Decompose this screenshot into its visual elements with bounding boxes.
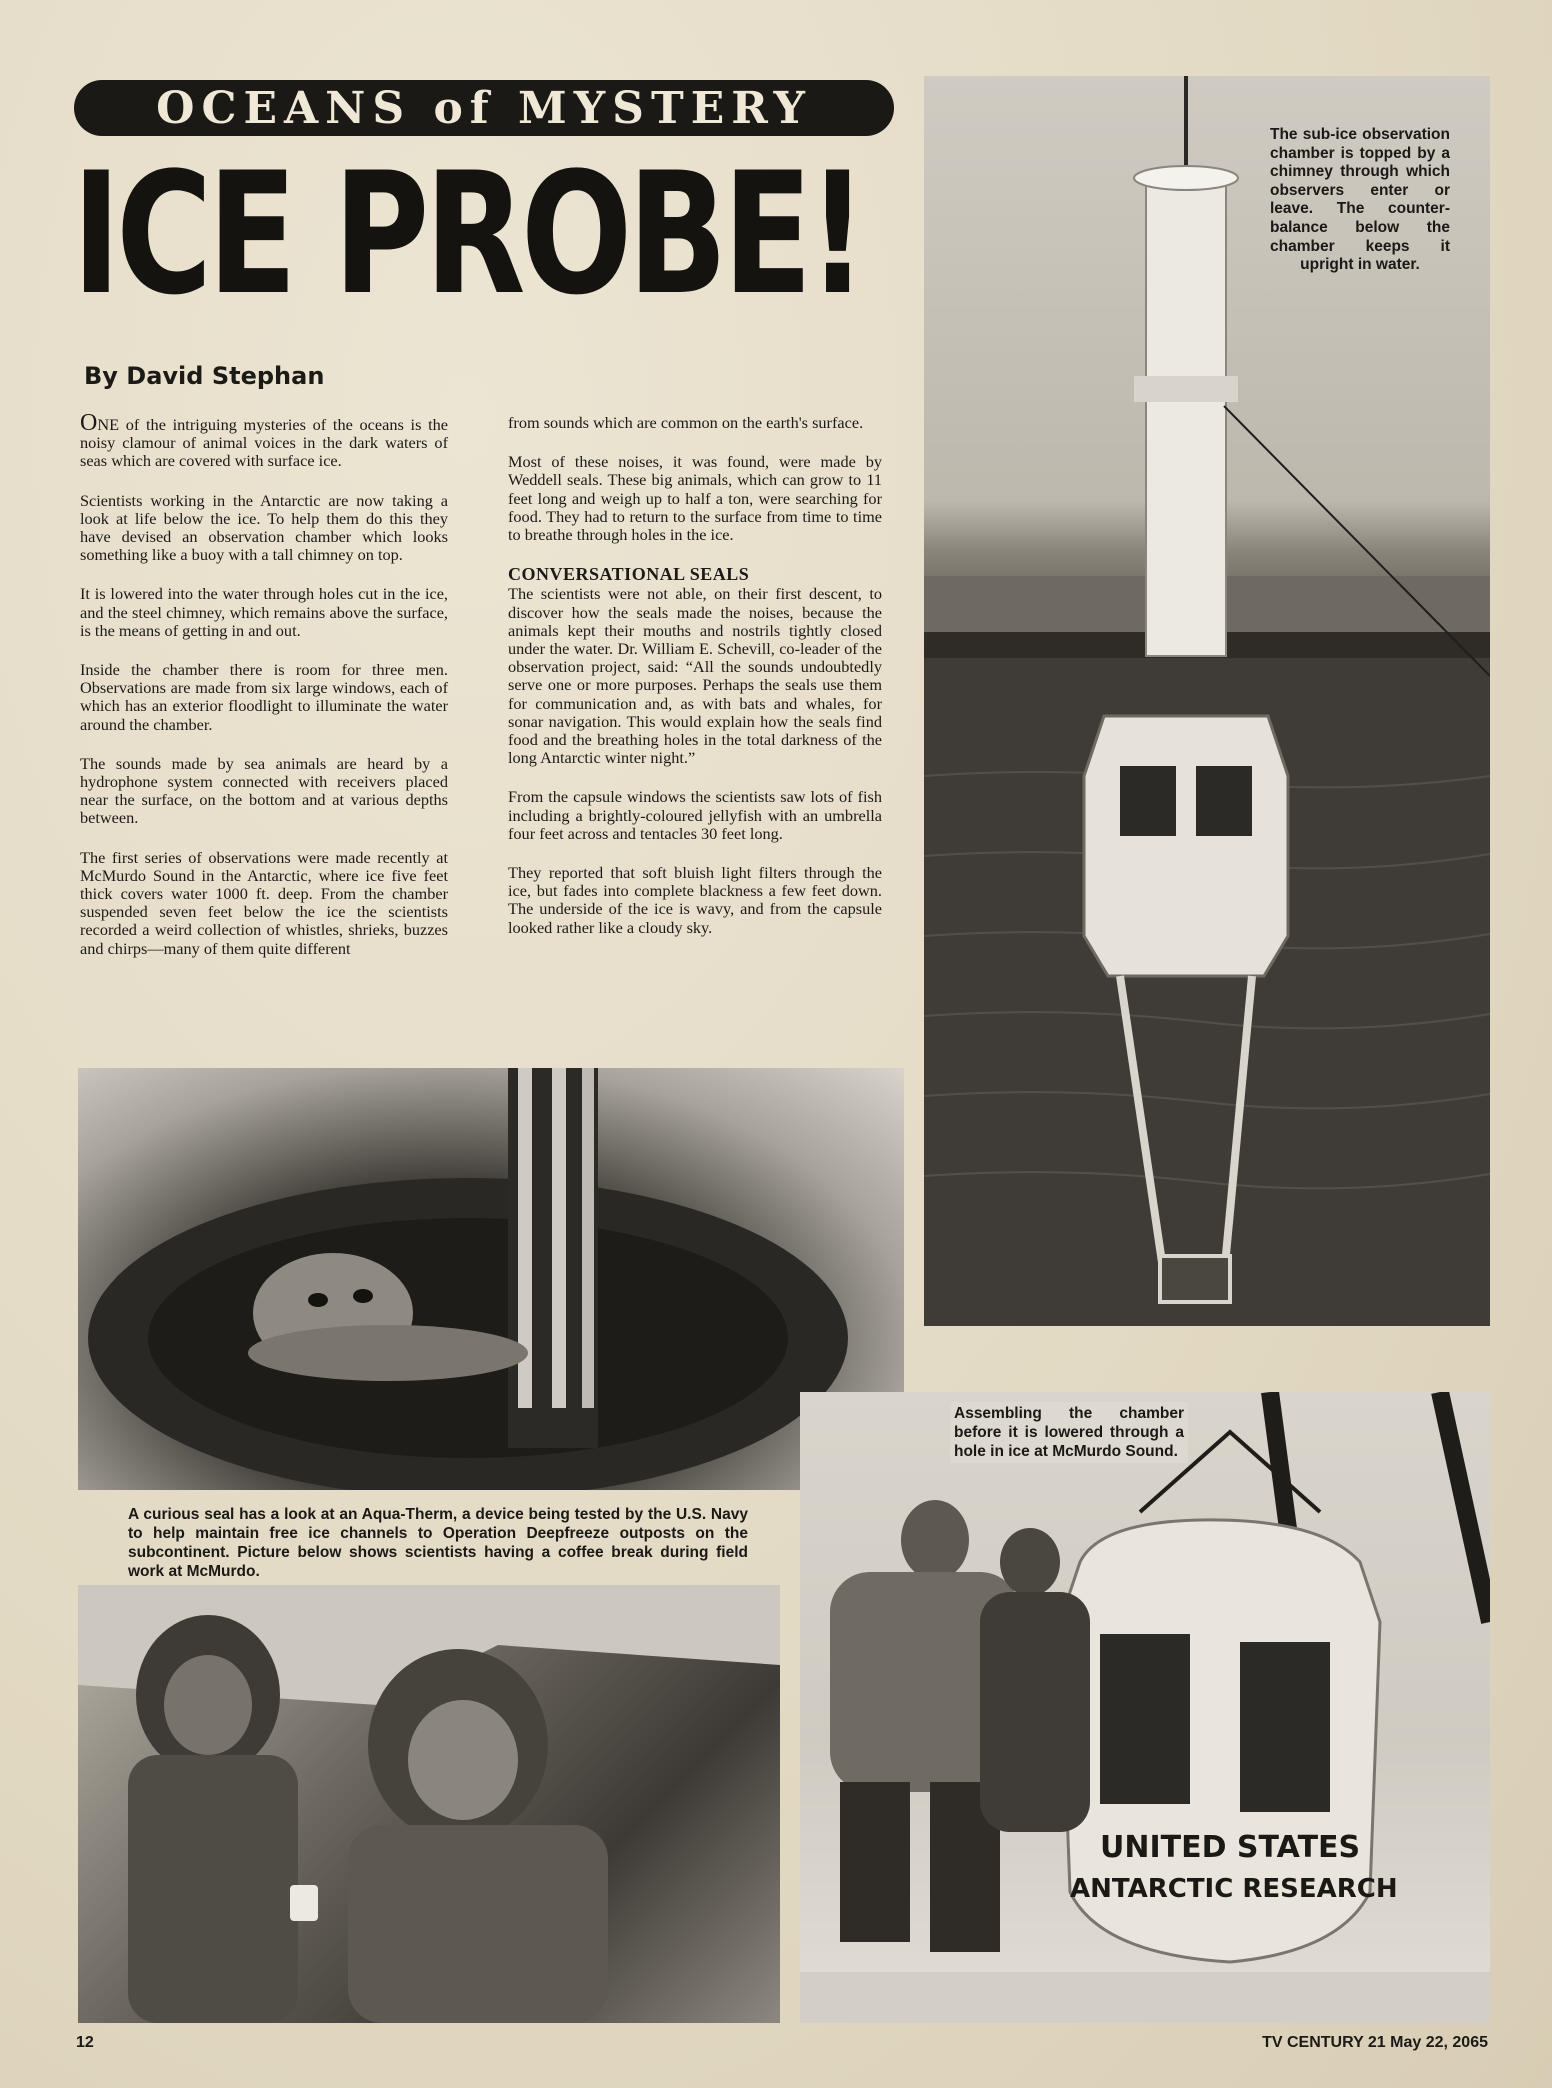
photo-assembling-chamber: [800, 1392, 1490, 2023]
series-title: OCEANS of MYSTERY: [156, 82, 812, 134]
paragraph: The scientists were not able, on their first descent, to discover how the seals made the noises, because the animals kept their mouths and nostrils tightly closed under the water. Dr. William E. Schevill, co-leader of the observation project, said: “All the sounds undoubtedly serve one or more purposes. Perhaps the seals use them for communication and, as with bats and whales, for sonar navigation. This would explain how the seals find food and the breathing holes in the total darkness of the long Antarctic winter night.”: [508, 584, 882, 768]
chamber-label-line2: ANTARCTIC RESEARCH: [1070, 1874, 1398, 1904]
paragraph: Inside the chamber there is room for three men. Observations are made from six large windows, each of which has an exterior floodlight to illuminate the water around the chamber.: [80, 660, 448, 734]
headline: ICE PROBE!: [72, 136, 863, 332]
paragraph: From the capsule windows the scientists saw lots of fish including a brightly-coloured jellyfish with an umbrella four feet across and tentacles 30 feet long.: [508, 787, 882, 843]
byline: By David Stephan: [84, 362, 325, 390]
caption-seal: A curious seal has a look at an Aqua-Therm, a device being tested by the U.S. Navy to help maintain free ice channels to Operation Deepfreeze outposts on the subcontinent. Picture below shows scientists having a coffee break during field work at McMurdo.: [128, 1506, 748, 1580]
caption-assembling-chamber: Assembling the chamber before it is lowered through a hole in ice at McMurdo Sound.: [950, 1402, 1188, 1463]
caption-observation-chamber: The sub-ice observation chamber is topped by a chimney through which observers enter or leave. The counter-balance below the chamber keeps it upright in water.: [1270, 126, 1450, 274]
paragraph: It is lowered into the water through holes cut in the ice, and the steel chimney, which remains above the surface, is the means of getting in and out.: [80, 584, 448, 640]
chamber-label-line1: UNITED STATES: [1100, 1830, 1361, 1865]
article-column-2: [508, 414, 882, 958]
photo-coffee-break: [78, 1585, 780, 2023]
page-number: 12: [76, 2034, 94, 2051]
publication-credit: TV CENTURY 21 May 22, 2065: [1262, 2034, 1488, 2051]
series-banner: [74, 80, 894, 136]
article-column-1: [80, 410, 448, 979]
coffee-break-illustration: [78, 1585, 780, 2023]
seal-illustration: [78, 1068, 904, 1490]
paragraph: Most of these noises, it was found, were made by Weddell seals. These big animals, which can grow to 11 feet long and weigh up to half a ton, were searching for food. They had to return to the surface from time to time to breathe through holes in the ice.: [508, 452, 882, 545]
paragraph: The first series of observations were made recently at McMurdo Sound in the Antarctic, where ice five feet thick covers water 1000 ft. deep. From the chamber suspended seven feet below the ice the scientists recorded a weird collection of whistles, shrieks, buzzes and chirps—many of them quite different: [80, 847, 448, 958]
paragraph: ONE of the intriguing mysteries of the oceans is the noisy clamour of animal voices in the dark waters of seas which are covered with surface ice.: [80, 410, 448, 471]
paragraph: The sounds made by sea animals are heard by a hydrophone system connected with receivers placed near the surface, on the bottom and at various depths between.: [80, 753, 448, 828]
paragraph: They reported that soft bluish light filters through the ice, but fades into complete blackness a few feet down. The underside of the ice is wavy, and from the capsule looked rather like a cloudy sky.: [508, 863, 882, 937]
photo-seal-ice-hole: [78, 1068, 904, 1490]
assembly-illustration: [800, 1392, 1490, 2023]
subheading: CONVERSATIONAL SEALS: [508, 564, 750, 585]
paragraph: Scientists working in the Antarctic are now taking a look at life below the ice. To help them do this they have devised an observation chamber which looks something like a buoy with a tall chimney on top.: [80, 490, 448, 565]
paragraph: from sounds which are common on the earth's surface.: [508, 413, 864, 432]
